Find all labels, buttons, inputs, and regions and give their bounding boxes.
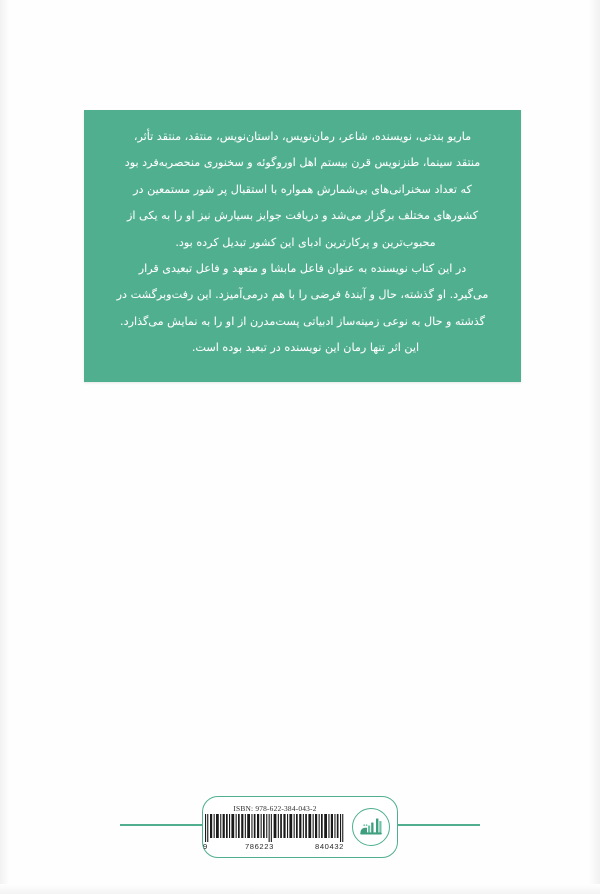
blurb-line: در این کتاب نویسنده به عنوان فاعل مابشا و متعهد و فاعل تبعیدی قرار — [138, 262, 467, 276]
blurb-line: گذشته و حال به نوعی زمینه‌ساز ادبیاتی پست‌مدرن از او را به نمایش می‌گذارد. — [120, 314, 485, 328]
blurb-line: منتقد سینما، طنزنویس قرن بیستم اهل اوروگوئه و سخنوری منحصربه‌فرد بود — [124, 156, 481, 170]
decorative-rule-right — [394, 824, 480, 826]
barcode-zone — [0, 796, 600, 870]
blurb-line: که تعداد سخنرانی‌های بی‌شمارش همواره با استقبال پر شور مستمعین در — [133, 182, 472, 196]
barcode-card — [202, 796, 398, 858]
blurb-text — [84, 124, 521, 362]
page-edge-bottom — [0, 884, 600, 894]
ean13-barcode-bars — [205, 814, 345, 842]
blurb-line: می‌گیرد. او گذشته، حال و آیندهٔ فرضی را با هم درمی‌آمیزد. این رفت‌وبرگشت در — [116, 288, 489, 302]
page-edge-right — [588, 0, 600, 894]
barcode-digit-group-2: 840432 — [315, 842, 344, 851]
barcode-block — [202, 803, 348, 851]
sales-publisher-logo-icon — [352, 808, 390, 846]
blurb-line: محبوب‌ترین و پرکارترین ادبای این کشور تبدیل کرده بود. — [175, 235, 436, 249]
blurb-line: ماریو بندتی، نویسنده، شاعر، رمان‌نویس، داستان‌نویس، منتقد، منتقد تأثر، — [133, 130, 472, 143]
decorative-rule-left — [120, 824, 206, 826]
blurb-line: کشورهای مختلف برگزار می‌شد و دریافت جوایز بسیارش نیز او را به یکی از — [126, 209, 479, 223]
barcode-lead-digit: 9 — [203, 842, 208, 851]
page-edge-left — [0, 0, 10, 894]
barcode-digit-group-1: 786223 — [244, 842, 274, 851]
barcode-digits — [202, 842, 348, 851]
blurb-panel — [84, 110, 521, 382]
isbn-label: ISBN: 978-622-384-043-2 — [233, 804, 317, 813]
blurb-line: این اثر تنها رمان این نویسنده در تبعید بوده است. — [191, 341, 420, 355]
